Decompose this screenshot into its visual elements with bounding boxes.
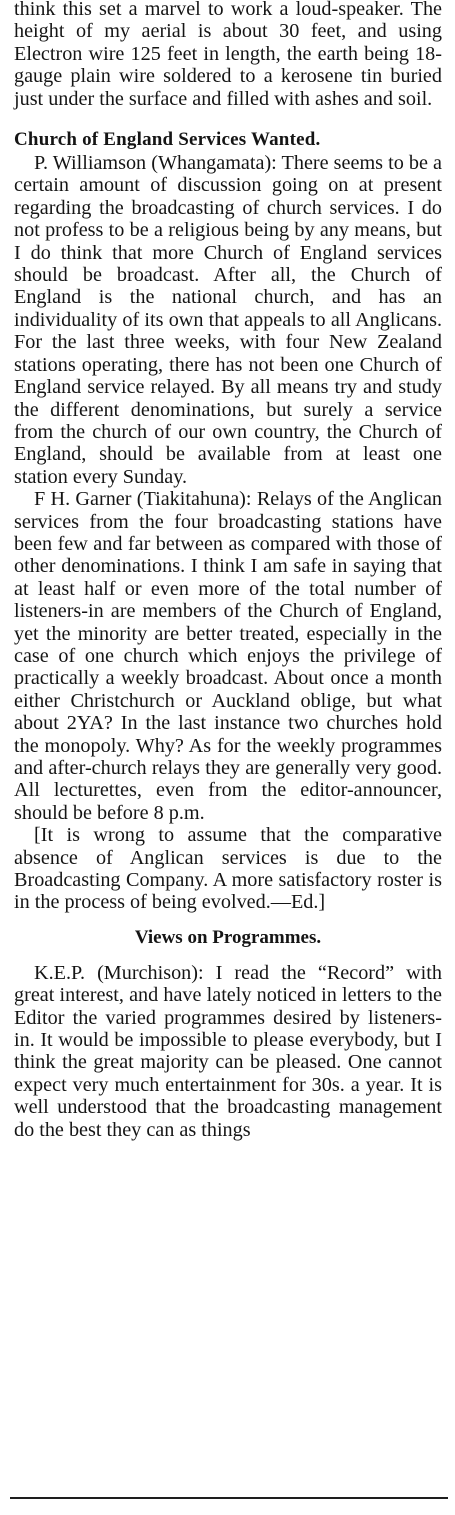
letter-signature: K.E.P. (Murchison):: [34, 961, 204, 984]
letter-signature: F H. Garner (Tiakitahuna):: [34, 488, 252, 511]
letter-body: Relays of the Anglican services from the four broadcasting stations have been few and far between as compared with those of other denominations. I think I am safe in saying that at least half or even more of the total number of listeners-in are members of the Church of England, yet the minority are better treated, especially in the case of one church which enjoys the privilege of practically a weekly broadcast. About once a month either Christchurch or Auckland oblige, but what about 2YA? In the last instance two churches hold the monopoly. Why? As for the weekly programmes and after-church relays they are generally very good. All lecturettes, even from the editor-announcer, should be before 8 p.m.: [14, 488, 443, 824]
spacer: [14, 950, 442, 962]
editor-note: [It is wrong to assume that the comparative absence of Anglican services is due to the Broadcasting Company. A more satisfactory roster is in the process of being evolved.—Ed.]: [14, 824, 442, 914]
intro-paragraph: think this set a marvel to work a loud-speaker. The height of my aerial is about 30 feet, and using Electron wire 125 feet in length, the earth being 18-gauge plain wire soldered to a kerosene tin buried just under the surface and filled with ashes and soil.: [14, 0, 442, 110]
bottom-column-rule: [10, 1497, 448, 1499]
letter-body: I read the “Record” with great interest, and have lately noticed in letters to the Editor the varied programmes desired by listeners-in. It would be impossible to please everybody, but I think the great majority can be pleased. One cannot expect very much entertainment for 30s. a year. It is well understood that the broadcasting management do the best they can as things: [14, 961, 442, 1141]
letter-kep: [14, 962, 442, 1141]
letter-garner: [14, 488, 442, 824]
letter-body: There seems to be a certain amount of discussion going on at present regarding the broadcasting of church services. I do not profess to be a religious being by any means, but I do think that more Church of England services should be broadcast. After all, the Church of England is the national church, and has an individuality of its own that appeals to all Anglicans. For the last three weeks, with four New Zealand stations operating, there has not been one Church of England service relayed. By all means try and study the different denominations, but surely a service from the church of our own country, the Church of England, should be available from at least one station every Sunday.: [14, 152, 442, 488]
letters-column: [14, 0, 442, 1141]
section-heading-views-on-programmes: Views on Programmes.: [134, 926, 322, 948]
letter-signature: P. Williamson (Whangamata):: [34, 152, 277, 175]
spacer: [14, 110, 442, 128]
spacer: [14, 914, 442, 926]
letter-williamson: [14, 152, 442, 488]
section-heading-church-services: Church of England Services Wanted.: [14, 129, 321, 151]
